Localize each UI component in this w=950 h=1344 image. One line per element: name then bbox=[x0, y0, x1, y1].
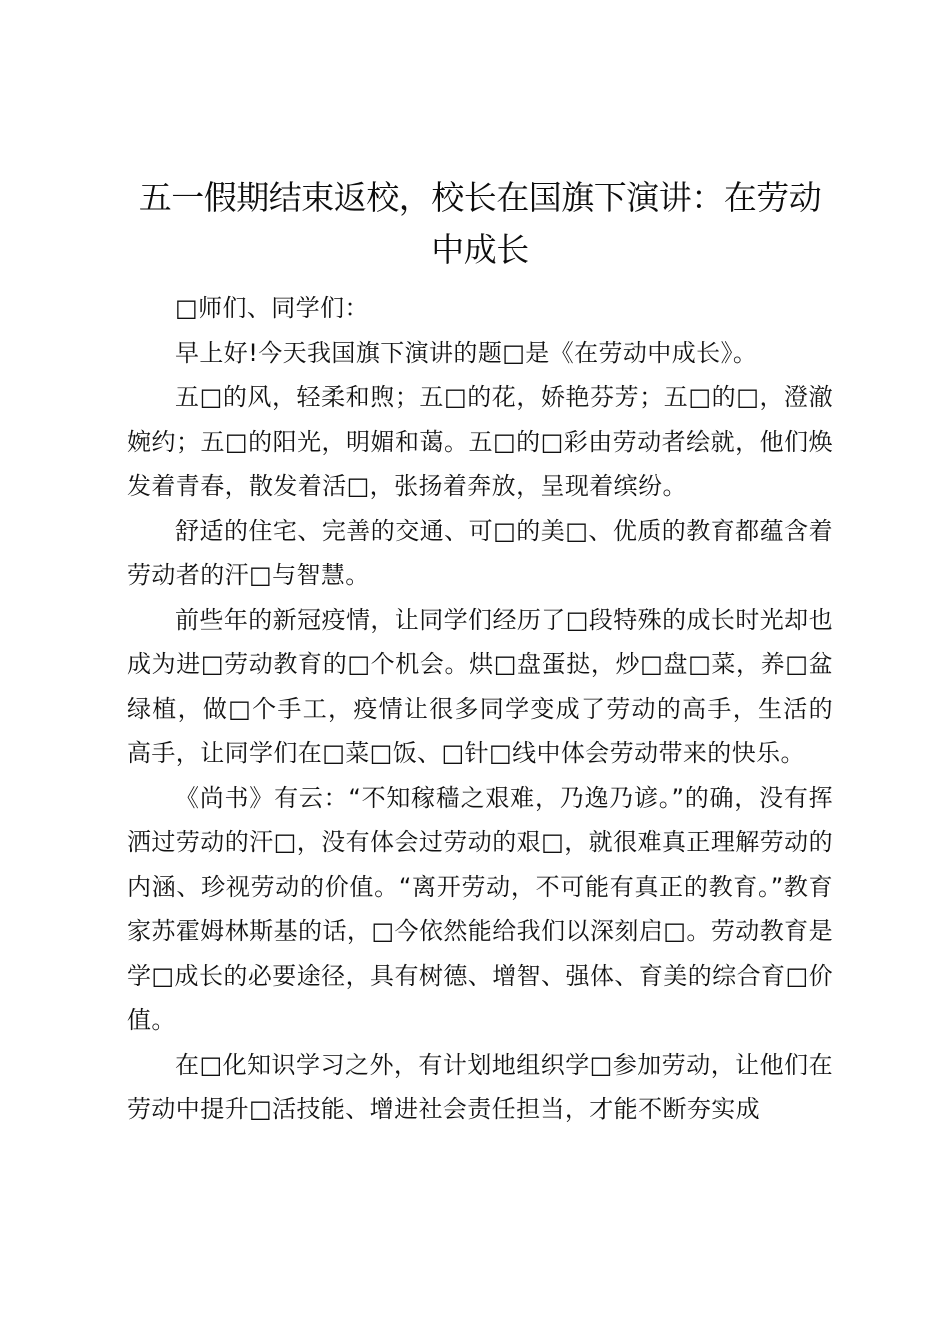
greeting-paragraph: 早上好!今天我国旗下演讲的题□是《在劳动中成长》。 bbox=[175, 338, 758, 367]
labor-education-paragraph: 在□化知识学习之外，有计划地组织学□参加劳动，让他们在劳动中提升□活技能、增进社会责任担当，才能不断夯实成 bbox=[127, 1050, 833, 1123]
document-page bbox=[127, 172, 833, 1132]
salutation: □师们、同学们： bbox=[175, 294, 369, 322]
document-body bbox=[127, 286, 833, 1132]
may-description-paragraph: 五□的风，轻柔和煦；五□的花，娇艳芬芳；五□的□，澄澈婉约；五□的阳光，明媚和蔼。五□的□彩由劳动者绘就，他们焕发着青春，散发着活□，张扬着奔放，呈现着缤纷。 bbox=[127, 383, 833, 500]
document-title: 五一假期结束返校，校长在国旗下演讲：在劳动中成长 bbox=[138, 178, 822, 269]
workers-paragraph: 舒适的住宅、完善的交通、可□的美□、优质的教育都蕴含着劳动者的汗□与智慧。 bbox=[127, 516, 833, 589]
pandemic-paragraph: 前些年的新冠疫情，让同学们经历了□段特殊的成长时光却也成为进□劳动教育的□个机会。烘□盘蛋挞，炒□盘□菜，养□盆绿植，做□个手工，疫情让很多同学变成了劳动的高手，生活的高手，让同学们在□菜□饭、□针□线中体会劳动带来的快乐。 bbox=[127, 605, 833, 767]
shangshu-paragraph: 《尚书》有云：“不知稼穑之艰难，乃逸乃谚。”的确，没有挥洒过劳动的汗□，没有体会过劳动的艰□，就很难真正理解劳动的内涵、珍视劳动的价值。“离开劳动，不可能有真正的教育。”教育家苏霍姆林斯基的话，□今依然能给我们以深刻启□。劳动教育是学□成长的必要途径，具有树德、增智、强体、育美的综合育□价值。 bbox=[127, 783, 833, 1034]
